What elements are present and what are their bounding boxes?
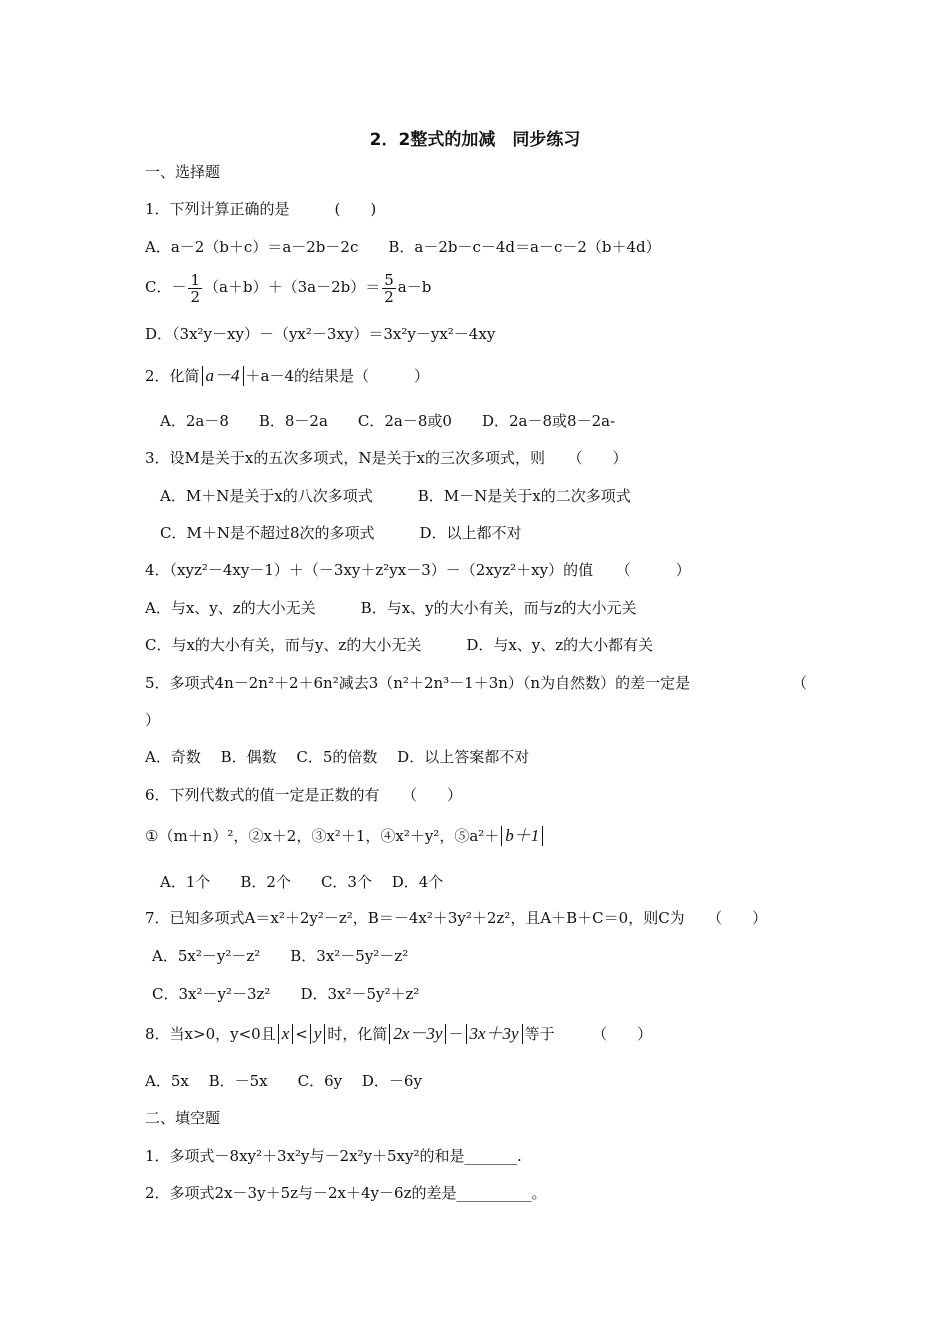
q1-option-d: D．（3x²y－xy）－（yx²－3xy）＝3x²y－yx²－4xy [145,325,496,343]
q6-options: A．1个 B．2个 C．3个 D．4个 [160,873,444,891]
minus-sign: － [448,1025,464,1043]
fraction-denominator: 2 [384,287,394,306]
q2-stem [145,366,429,386]
absolute-value: y [310,1024,326,1044]
q8-options: A．5x B．－5x C．6y D．－6y [145,1072,422,1090]
q3-stem: 3．设M是关于x的五次多项式，N是关于x的三次多项式，则 （ ） [145,449,628,467]
q5-stem: 5．多项式4n－2n²＋2＋6n²减去3（n²＋2n³－1＋3n）（n为自然数）的差一定是 [145,674,691,692]
q4-options-cd: C．与x的大小有关，而与y、z的大小无关 D．与x、y、z的大小都有关 [145,636,654,654]
q4-stem: 4．（xyz²－4xy－1）＋（－3xy＋z²yx－3）－（2xyz²＋xy）的值 （ ） [145,561,691,579]
fill-question-2: 2．多项式2x－3y＋5z与－2x＋4y－6z的差是__________。 [145,1184,547,1202]
fraction-numerator: 5 [384,270,394,289]
q7-options-ab: A．5x²－y²－z² B．3x²－5y²－z² [152,947,409,965]
q5-paren-close: ） [145,711,161,729]
q2-prefix: 2．化简 [145,367,200,385]
fill-question-1: 1．多项式－8xy²＋3x²y与－2x²y＋5xy²的和是_______. [145,1147,522,1165]
q7-options-cd: C．3x²－y²－3z² D．3x²－5y²＋z² [152,985,420,1003]
q5-options: A．奇数 B．偶数 C．5的倍数 D．以上答案都不对 [145,748,530,766]
q8-stem [145,1024,652,1044]
q1-stem: 1．下列计算正确的是 ( ) [145,200,377,218]
q3-options-ab: A．M＋N是关于x的八次多项式 B．M－N是关于x的二次多项式 [160,487,631,505]
fraction-5-2 [382,272,396,305]
q6-items-text: ①（m＋n）²，②x＋2，③x²＋1，④x²＋y²，⑤a²＋ [145,827,500,845]
q8-suffix: 等于 （ ） [524,1025,653,1043]
less-than-sign: < [295,1025,308,1043]
q3-options-cd: C．M＋N是不超过8次的多项式 D．以上都不对 [160,524,522,542]
q2-suffix: ＋a－4的结果是（ ） [245,367,430,385]
q6-stem: 6．下列代数式的值一定是正数的有 （ ） [145,786,463,804]
q7-stem: 7．已知多项式A＝x²＋2y²－z²，B＝－4x²＋3y²＋2z²，且A＋B＋C＝0，则C为 （ ） [145,909,768,927]
q1-c-suffix: a－b [397,278,432,296]
fraction-1-2 [188,272,202,305]
q6-items [145,826,545,846]
absolute-value: a－4 [202,366,244,386]
absolute-value: 2x－3y [389,1024,446,1044]
fraction-denominator: 2 [190,287,201,306]
page-title: 2．2整式的加减 同步练习 [369,130,581,150]
fraction-numerator: 1 [190,270,201,289]
absolute-value: 3x＋3y [466,1024,523,1044]
q5-paren-open: （ [792,674,808,692]
section-fill-heading: 二、填空题 [145,1109,221,1127]
q8-middle: 时，化简 [327,1025,388,1043]
absolute-value: x [278,1024,294,1044]
q1-c-middle: （a＋b）＋（3a－2b）＝ [204,278,381,296]
q1-options-ab: A．a－2（b＋c）＝a－2b－2c B．a－2b－c－4d＝a－c－2（b＋4d） [145,238,661,256]
q1-option-c [145,268,431,306]
q8-prefix: 8．当x>0，y<0且 [145,1025,276,1043]
section-choice-heading: 一、选择题 [145,163,221,181]
q2-options: A．2a－8 B．8－2a C．2a－8或0 D．2a－8或8－2a- [160,412,616,430]
q4-options-ab: A．与x、y、z的大小无关 B．与x、y的大小有关，而与z的大小元关 [145,599,637,617]
q1-c-prefix: C．－ [145,278,187,296]
absolute-value: b＋1 [501,826,543,846]
